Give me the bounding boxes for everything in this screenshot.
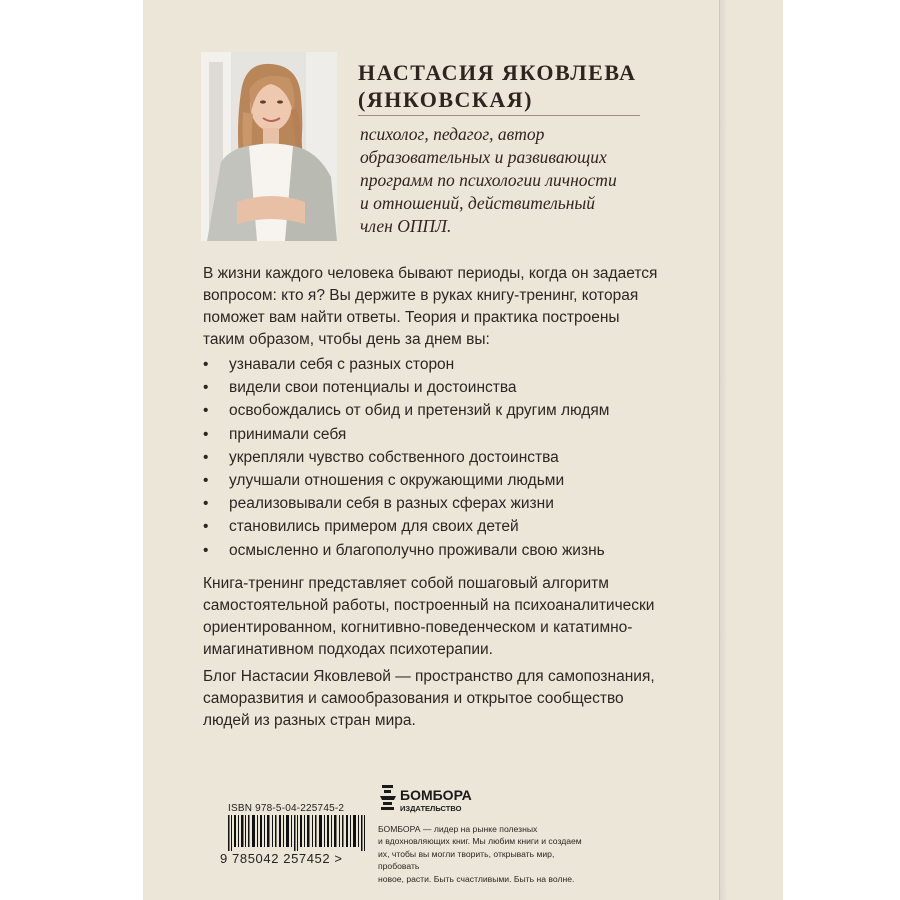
author-bio: психолог, педагог, автор образовательных и развивающих программ по психологии личности и отношений, действительный член ОППЛ. [360,124,617,236]
bullet-icon: • [203,518,209,536]
bullet-icon: • [203,471,209,489]
spine-shadow [720,0,728,900]
divider [358,115,640,116]
list-item: • осмысленно и благополучно проживали свою жизнь [203,540,703,563]
isbn-label: ISBN 978-5-04-225745-2 [228,803,345,814]
list-item: • освобождались от обид и претензий к другим людям [203,400,703,423]
bullet-icon: • [203,448,209,466]
list-item: • улучшали отношения с окружающими людьми [203,470,703,493]
bullet-icon: • [203,402,209,420]
publisher-name: БОМБОРА [400,787,472,803]
bullet-icon: • [203,425,209,443]
blog-paragraph: Блог Настасии Яковлевой — пространство для самопознания, саморазвития и самообразования и открытое сообщество людей из разных стран мира. [203,668,655,729]
publisher-subtitle: ИЗДАТЕЛЬСТВО [400,804,462,813]
list-item: • реализовывали себя в разных сферах жизни [203,493,703,516]
list-item: • принимали себя [203,424,703,447]
list-item: • становились примером для своих детей [203,516,703,539]
list-item: • укрепляли чувство собственного достоинства [203,447,703,470]
list-item: • узнавали себя с разных сторон [203,354,703,377]
author-name: НАСТАСИЯ ЯКОВЛЕВА (ЯНКОВСКАЯ) [358,60,637,112]
intro-paragraph: В жизни каждого человека бывают периоды, когда он задается вопросом: кто я? Вы держите в руках книгу-тренинг, которая поможет вам найти ответы. Теория и практика построены таким образом, чтобы день за днем вы: [203,265,658,348]
bullet-icon: • [203,495,209,513]
list-item: • видели свои потенциалы и достоинства [203,377,703,400]
bullet-icon: • [203,379,209,397]
publisher-description: БОМБОРА — лидер на рынке полезных и вдохновляющих книг. Мы любим книги и создаем их, чтобы вы могли творить, открывать мир, пробовать новое, расти. Быть счастливыми. Быть на волне. [378,824,582,884]
benefits-list [203,354,703,563]
bullet-icon: • [203,541,209,559]
author-photo [201,52,337,241]
barcode-digits: 9 785042 257452 > [220,851,343,866]
bullet-icon: • [203,356,209,373]
method-paragraph: Книга-тренинг представляет собой пошаговый алгоритм самостоятельной работы, построенный на психоаналитически ориентированном, когнитивно-поведенческом и кататимно- имагинативном подходах психотерапии. [203,575,655,658]
